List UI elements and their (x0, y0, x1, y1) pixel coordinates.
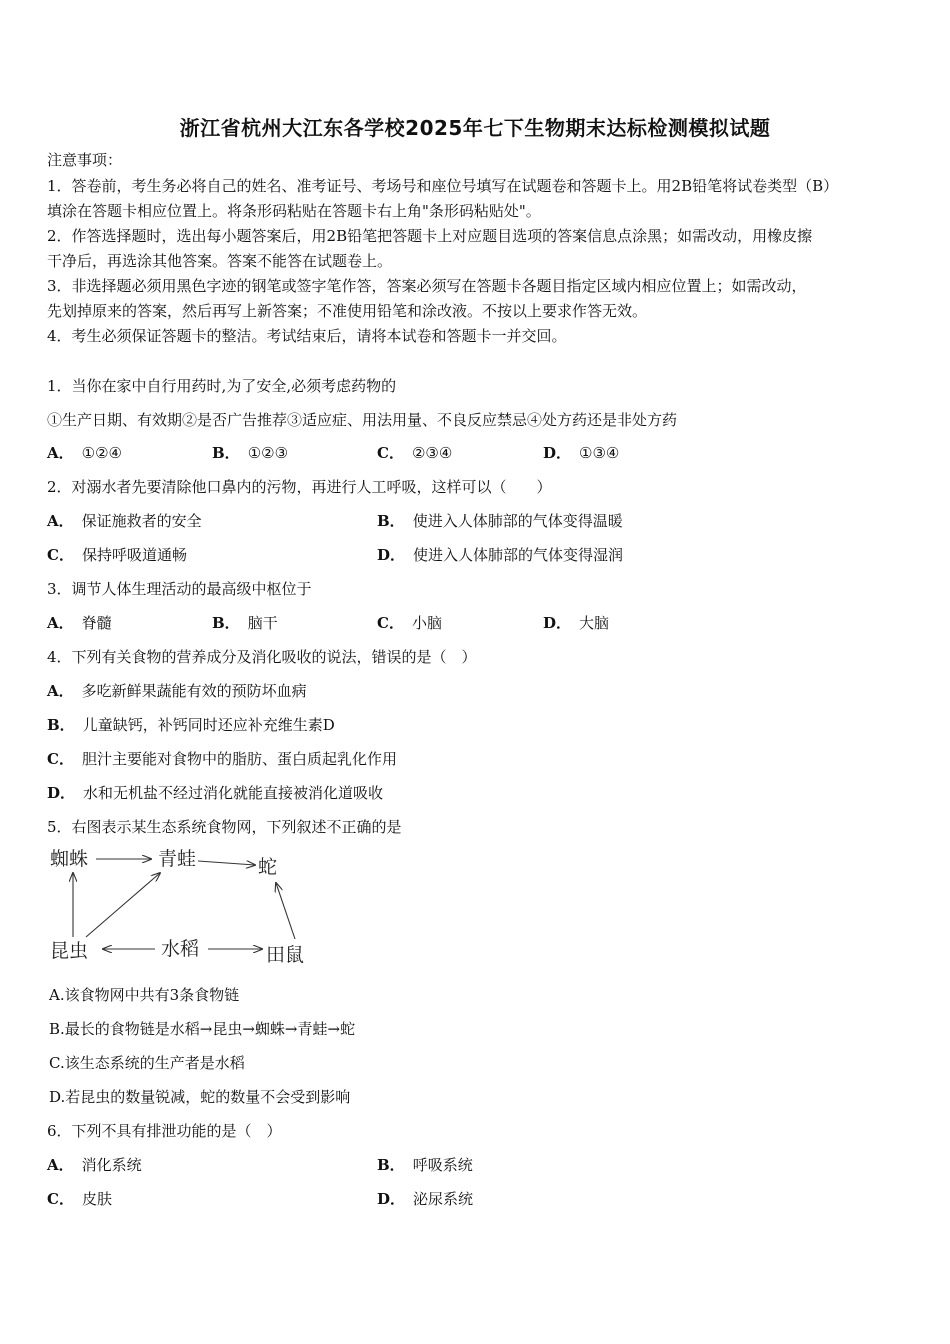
option-text: 使进入人体肺部的气体变得温暖 (412, 512, 623, 530)
question-5-option-b[interactable] (49, 1019, 355, 1039)
option-letter: C． (377, 614, 404, 632)
option-text: 多吃新鲜果蔬能有效的预防坏血病 (81, 682, 307, 700)
question-1-option-c[interactable] (377, 443, 452, 463)
option-letter: C． (47, 1190, 74, 1208)
question-2-option-b[interactable] (377, 511, 623, 531)
option-text: ①②④ (81, 444, 122, 462)
option-letter: B． (377, 1156, 405, 1174)
node-rice: 水稻 (161, 938, 200, 960)
node-frog: 青蛙 (158, 848, 197, 870)
arrow-field-mouse-to-snake (276, 883, 295, 939)
option-text: 大脑 (579, 614, 610, 632)
question-1-stem: 1．当你在家中自行用药时,为了安全,必须考虑药物的 (47, 377, 397, 395)
option-letter: B． (212, 614, 240, 632)
option-letter: A． (47, 512, 74, 530)
option-letter: B． (377, 512, 405, 530)
question-4-option-d[interactable] (47, 783, 383, 803)
node-field-mouse: 田鼠 (266, 944, 305, 966)
option-letter: C． (377, 444, 404, 462)
question-1-option-d[interactable] (543, 443, 619, 463)
node-spider: 蜘蛛 (50, 848, 89, 870)
option-text: 消化系统 (81, 1156, 142, 1174)
option-text: 胆汁主要能对食物中的脂肪、蛋白质起乳化作用 (81, 750, 397, 768)
option-text: 小脑 (411, 614, 442, 632)
notice-line: 2．作答选择题时，选出每小题答案后，用2B铅笔把答题卡上对应题目选项的答案信息点涂黑；如需改动，用橡皮擦 (47, 227, 813, 245)
notice-line: 4．考生必须保证答题卡的整洁。考试结束后，请将本试卷和答题卡一并交回。 (47, 327, 567, 345)
question-6-option-b[interactable] (377, 1155, 473, 1175)
option-text: 皮肤 (81, 1190, 112, 1208)
option-letter: D． (377, 1190, 406, 1208)
option-text: 使进入人体肺部的气体变得湿润 (413, 546, 624, 564)
option-letter: A． (47, 614, 74, 632)
question-1-option-b[interactable] (212, 443, 288, 463)
option-letter: B． (47, 716, 75, 734)
option-text: 该食物网中共有3条食物链 (64, 986, 240, 1004)
question-3-option-b[interactable] (212, 613, 278, 633)
option-text: 该生态系统的生产者是水稻 (64, 1054, 245, 1072)
option-letter: D． (377, 546, 406, 564)
option-text: ②③④ (411, 444, 453, 462)
option-text: ①②③ (247, 444, 289, 462)
question-3-option-c[interactable] (377, 613, 442, 633)
notice-heading: 注意事项： (47, 151, 123, 169)
question-6-option-a[interactable] (47, 1155, 142, 1175)
question-5-option-c[interactable] (49, 1053, 245, 1073)
notice-line: 3．非选择题必须用黑色字迹的钢笔或签字笔作答，答案必须写在答题卡各题目指定区域内相应位置上；如需改动， (47, 277, 807, 295)
question-1-sub: ①生产日期、有效期②是否广告推荐③适应症、用法用量、不良反应禁忌④处方药还是非处方药 (47, 411, 678, 429)
notice-line: 干净后，再选涂其他答案。答案不能答在试题卷上。 (47, 252, 393, 270)
option-letter: A． (47, 444, 74, 462)
option-text: 儿童缺钙，补钙同时还应补充维生素D (82, 716, 335, 734)
question-4-option-b[interactable] (47, 715, 335, 735)
option-text: 最长的食物链是水稻→昆虫→蜘蛛→青蛙→蛇 (64, 1020, 356, 1038)
option-text: 保证施救者的安全 (81, 512, 202, 530)
option-text: 水和无机盐不经过消化就能直接被消化道吸收 (83, 784, 384, 802)
option-letter: B. (49, 1020, 65, 1038)
question-2-stem: 2．对溺水者先要清除他口鼻内的污物，再进行人工呼吸，这样可以（ ） (47, 478, 552, 496)
option-letter: A. (49, 986, 65, 1004)
question-3-option-d[interactable] (543, 613, 609, 633)
notice-line: 填涂在答题卡相应位置上。将条形码粘贴在答题卡右上角"条形码粘贴处"。 (47, 202, 541, 220)
option-letter: A． (47, 682, 74, 700)
arrow-frog-to-snake (198, 861, 255, 865)
option-letter: C． (47, 750, 74, 768)
option-letter: D． (543, 614, 572, 632)
option-letter: D． (47, 784, 76, 802)
option-text: 脊髓 (81, 614, 112, 632)
arrow-insect-to-frog (86, 873, 160, 937)
question-4-stem: 4．下列有关食物的营养成分及消化吸收的说法，错误的是（ ） (47, 648, 477, 666)
question-3-stem: 3．调节人体生理活动的最高级中枢位于 (47, 580, 312, 598)
option-letter: D. (49, 1088, 66, 1106)
question-4-option-c[interactable] (47, 749, 397, 769)
question-5-option-a[interactable] (49, 985, 239, 1005)
option-text: 保持呼吸道通畅 (81, 546, 187, 564)
option-letter: C． (47, 546, 74, 564)
question-6-stem: 6．下列不具有排泄功能的是（ ） (47, 1122, 282, 1140)
option-text: 若昆虫的数量锐减，蛇的数量不会受到影响 (65, 1088, 351, 1106)
food-web-diagram (48, 843, 318, 973)
option-letter: C. (49, 1054, 65, 1072)
question-2-option-a[interactable] (47, 511, 202, 531)
question-2-option-c[interactable] (47, 545, 187, 565)
question-6-option-c[interactable] (47, 1189, 112, 1209)
option-text: 呼吸系统 (412, 1156, 473, 1174)
question-6-option-d[interactable] (377, 1189, 473, 1209)
node-insect: 昆虫 (50, 940, 89, 962)
option-letter: D． (543, 444, 572, 462)
option-text: 泌尿系统 (413, 1190, 474, 1208)
notice-line: 先划掉原来的答案，然后再写上新答案；不准使用铅笔和涂改液。不按以上要求作答无效。 (47, 302, 648, 320)
question-4-option-a[interactable] (47, 681, 307, 701)
question-5-option-d[interactable] (49, 1087, 350, 1107)
option-text: 脑干 (247, 614, 278, 632)
question-3-option-a[interactable] (47, 613, 112, 633)
question-2-option-d[interactable] (377, 545, 623, 565)
question-1-option-a[interactable] (47, 443, 122, 463)
question-5-stem: 5．右图表示某生态系统食物网，下列叙述不正确的是 (47, 818, 402, 836)
page-title: 浙江省杭州大江东各学校2025年七下生物期末达标检测模拟试题 (179, 116, 771, 140)
option-text: ①③④ (579, 444, 620, 462)
option-letter: B． (212, 444, 240, 462)
notice-line: 1．答卷前，考生务必将自己的姓名、准考证号、考场号和座位号填写在试题卷和答题卡上。用2B铅笔将试卷类型（B） (47, 177, 839, 195)
option-letter: A． (47, 1156, 74, 1174)
node-snake: 蛇 (258, 856, 278, 878)
